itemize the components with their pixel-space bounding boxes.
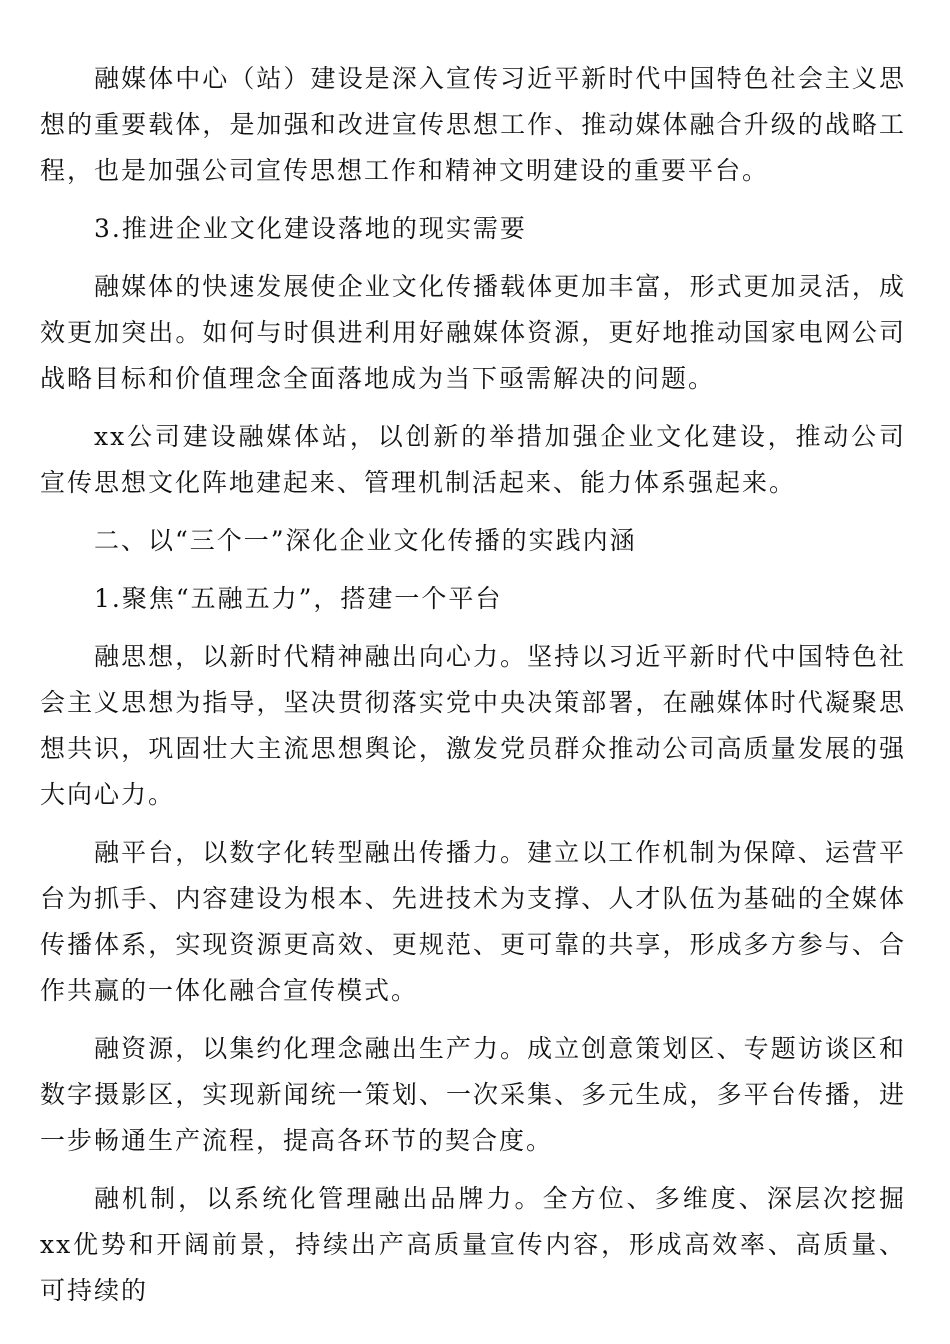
paragraph-fuse-platform: 融平台，以数字化转型融出传播力。建立以工作机制为保障、运营平台为抓手、内容建设为根本、先进技术为支撑、人才队伍为基础的全媒体传播体系，实现资源更高效、更规范、更可靠的共享，形成多方参与、合作共赢的一体化融合宣传模式。 [40,838,906,1005]
paragraph-company-media-station: xx公司建设融媒体站，以创新的举措加强企业文化建设，推动公司宣传思想文化阵地建起来、管理机制活起来、能力体系强起来。 [40,422,906,497]
paragraph-fuse-thought: 融思想，以新时代精神融出向心力。坚持以习近平新时代中国特色社会主义思想为指导，坚决贯彻落实党中央决策部署，在融媒体时代凝聚思想共识，巩固壮大主流思想舆论，激发党员群众推动公司高质量发展的强大向心力。 [40,642,906,809]
paragraph-fuse-resources: 融资源，以集约化理念融出生产力。成立创意策划区、专题访谈区和数字摄影区，实现新闻统一策划、一次采集、多元生成，多平台传播，进一步畅通生产流程，提高各环节的契合度。 [40,1034,906,1155]
heading-corporate-culture-need: 3.推进企业文化建设落地的现实需要 [94,214,527,243]
paragraph-media-development: 融媒体的快速发展使企业文化传播载体更加丰富，形式更加灵活，成效更加突出。如何与时俱进利用好融媒体资源，更好地推动国家电网公司战略目标和价值理念全面落地成为当下亟需解决的问题。 [40,272,906,393]
heading-section-two: 二、以“三个一”深化企业文化传播的实践内涵 [94,526,637,555]
document-body [40,56,906,1326]
heading-five-fusion-platform: 1.聚焦“五融五力”，搭建一个平台 [94,584,503,613]
paragraph-fuse-mechanism: 融机制，以系统化管理融出品牌力。全方位、多维度、深层次挖掘xx优势和开阔前景，持续出产高质量宣传内容，形成高效率、高质量、可持续的 [40,1184,906,1305]
paragraph-media-center-importance: 融媒体中心（站）建设是深入宣传习近平新时代中国特色社会主义思想的重要载体，是加强和改进宣传思想工作、推动媒体融合升级的战略工程，也是加强公司宣传思想工作和精神文明建设的重要平台。 [40,64,906,185]
